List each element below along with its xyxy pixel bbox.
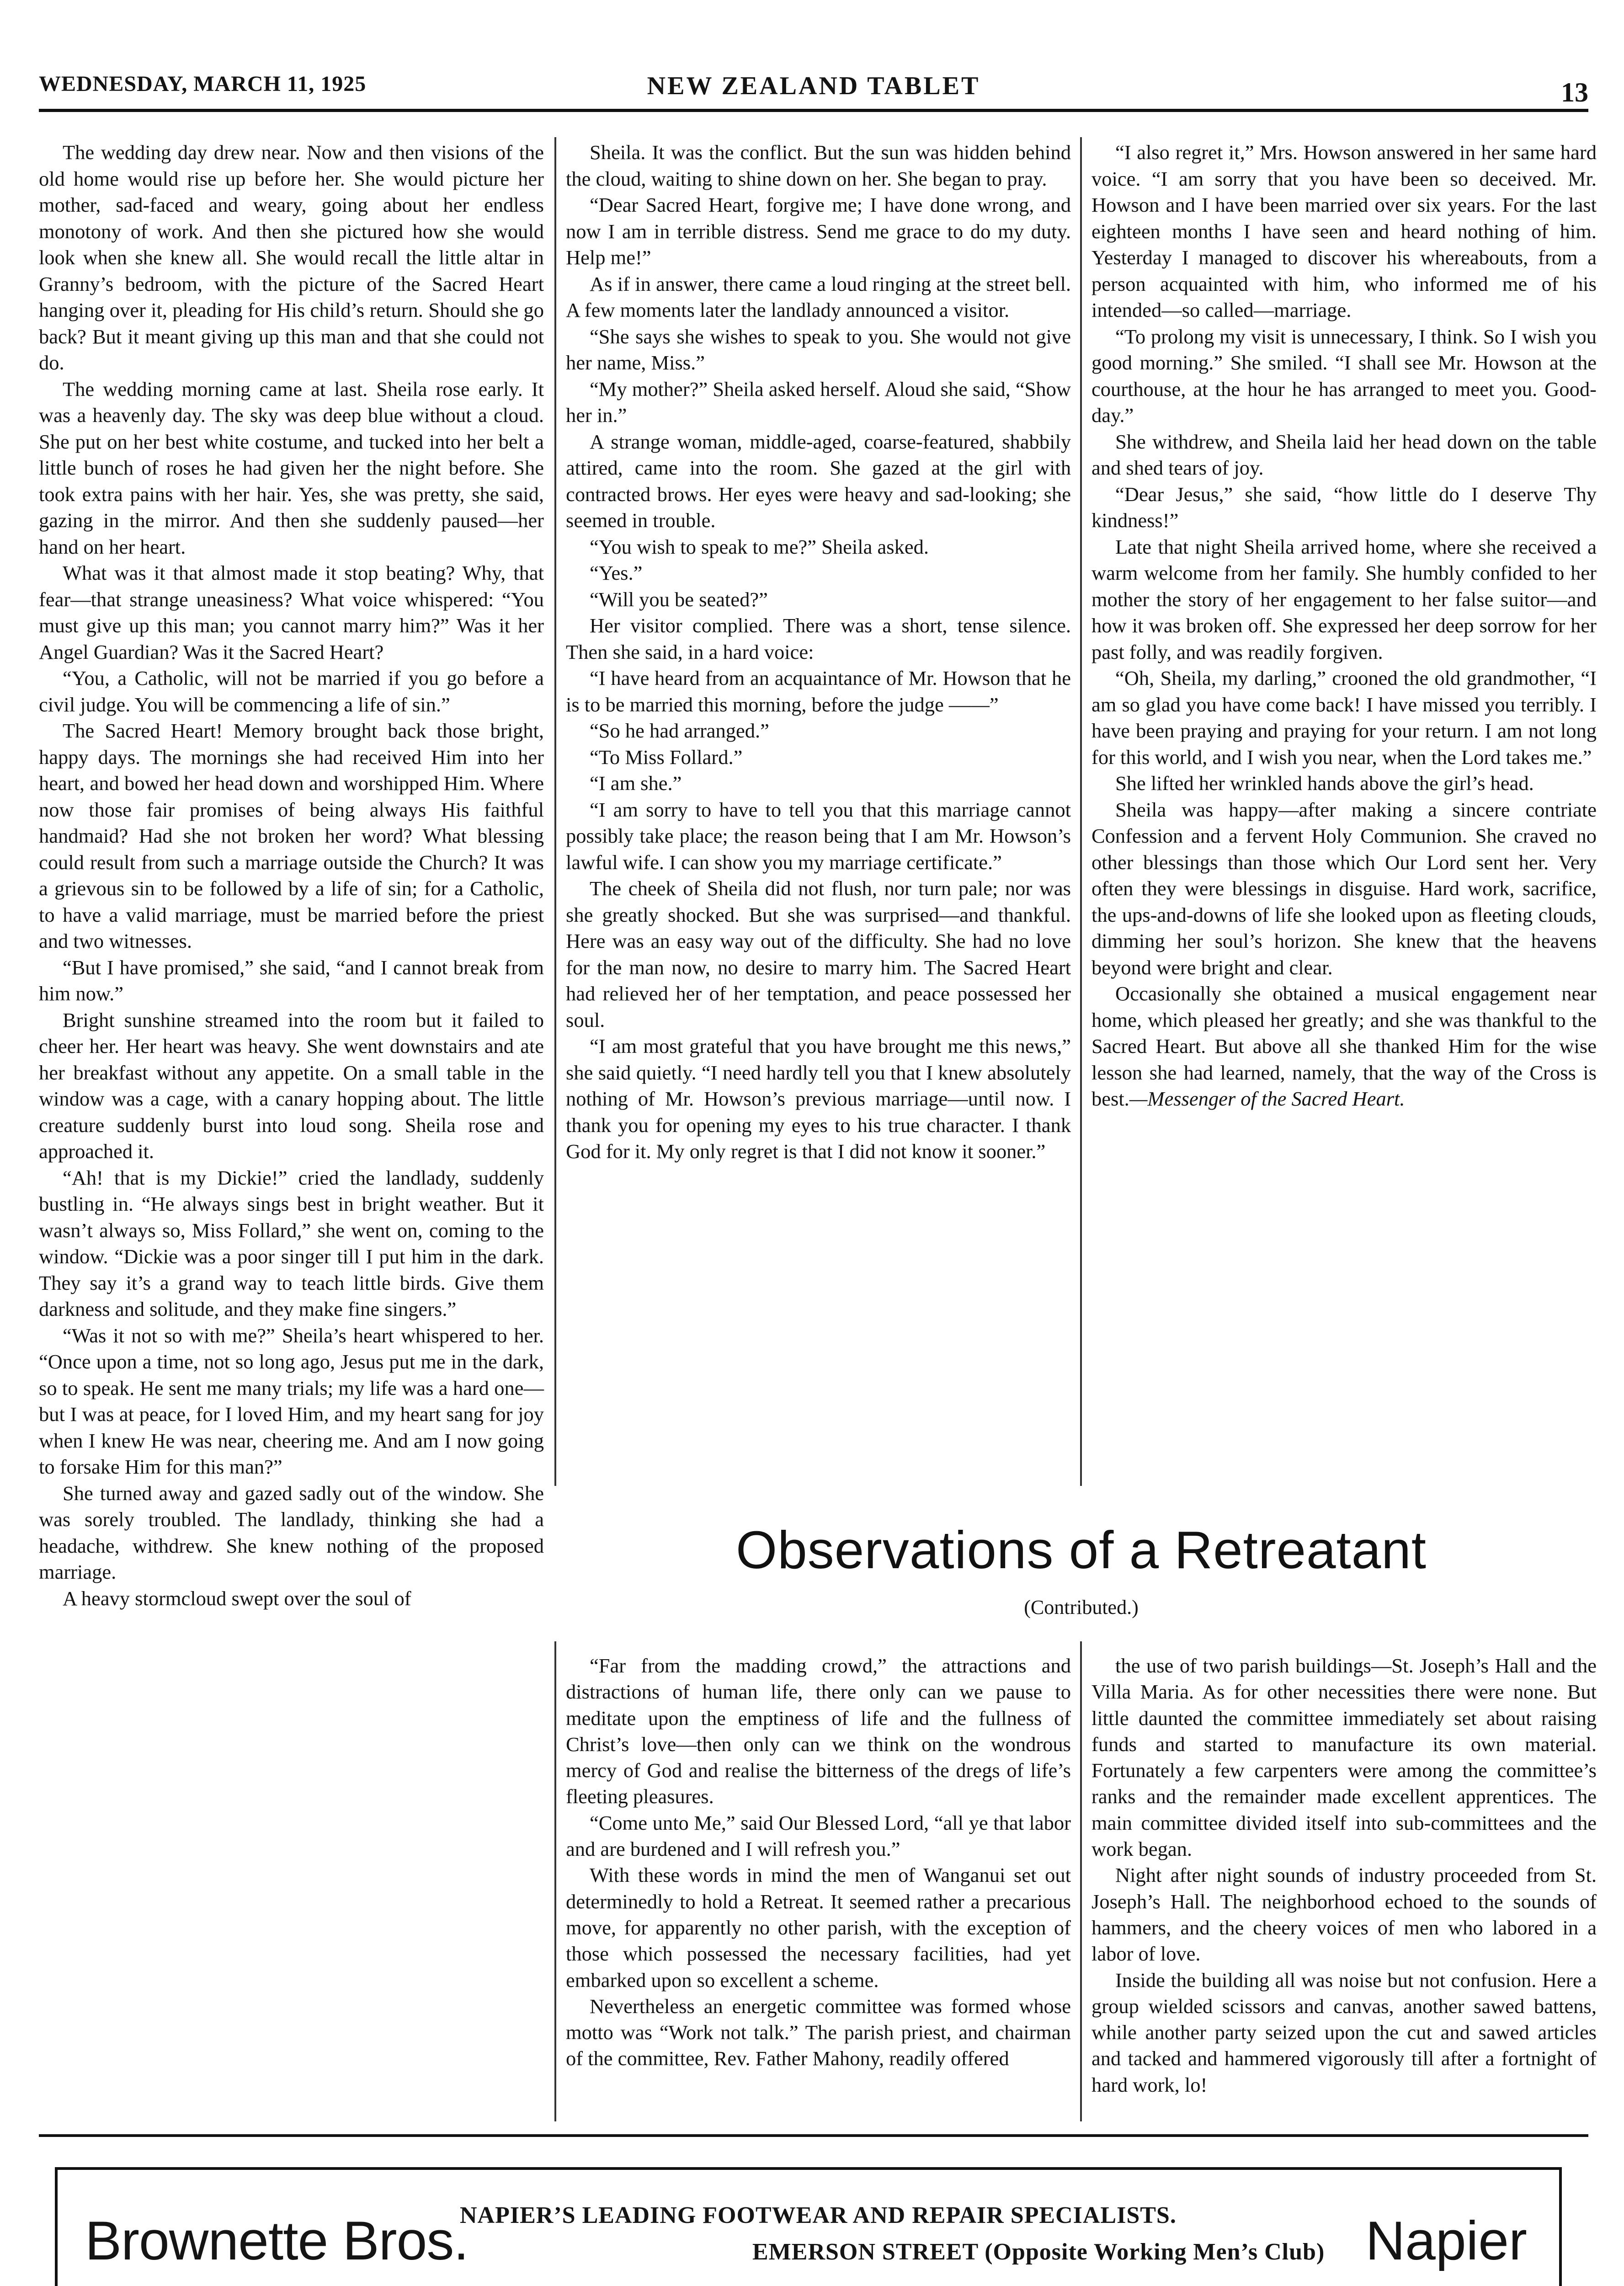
paragraph: She lifted her wrinkled hands above the girl’s head. <box>1115 772 1534 795</box>
newspaper-title: NEW ZEALAND TABLET <box>647 72 980 100</box>
story-column-3 <box>1092 139 1597 1314</box>
article-column-1 <box>566 1653 1071 2124</box>
paragraph: “My mother?” Sheila asked herself. Aloud she said, “Show her in.” <box>566 377 1071 427</box>
paragraph: “I am she.” <box>590 772 682 795</box>
paragraph: The Sacred Heart! Memory brought back those bright, happy days. The mornings she had received Him into her heart, and bowed her head down and worshipped Him. Where now those fair promises of being always His faithful handmaid? Had she not broken her word? What blessing could result from such a marriage outside the Church? It was a grievous sin to be followed by a life of sin; for a Catholic, to have a valid marriage, must be married before the priest and two witnesses. <box>39 719 544 952</box>
paragraph: “She says she wishes to speak to you. She would not give her name, Miss.” <box>566 325 1071 374</box>
column-rule <box>1080 1641 1082 2121</box>
column-rule <box>1080 137 1082 1486</box>
paragraph: The wedding day drew near. Now and then visions of the old home would rise up before her. She would picture her mother, sad-faced and weary, going about her endless monotony of work. And then she pictured how she would look when she knew all. She would recall the little altar in Granny’s bedroom, with the picture of the Sacred Heart hanging over it, pleading for His child’s return. Should she go back? But it meant giving up this man and that she could not do. <box>39 141 544 374</box>
advertisement-box <box>55 2167 1562 2286</box>
paragraph: “I also regret it,” Mrs. Howson answered in her same hard voice. “I am sorry that you have been so deceived. Mr. Howson and I have been married over six years. For the last eighteen months I have seen and heard nothing of him. Yesterday I managed to discover his whereabouts, from a person acquainted with him, who informed me of his intended—so called—marriage. <box>1092 141 1597 321</box>
paragraph: The wedding morning came at last. Sheila rose early. It was a heavenly day. The sky was deep blue without a cloud. She put on her best white costume, and tucked into her belt a little bunch of roses he had given her the night before. She took extra pains with her hair. Yes, she was pretty, she said, gazing in the mirror. And then she suddenly paused—her hand on her heart. <box>39 377 544 558</box>
paragraph: the use of two parish buildings—St. Joseph’s Hall and the Villa Maria. As for other necessities there were none. But little daunted the committee immediately set about raising funds and started to manufacture its own material. Fortunately a few carpenters were among the committee’s ranks and the remainder made excellent apprentices. The main committee divided itself into sub-committees and the work began. <box>1092 1654 1597 1861</box>
paragraph: Sheila. It was the conflict. But the sun was hidden behind the cloud, waiting to shine down on her. She began to pray. <box>566 141 1071 190</box>
article-column-2 <box>1092 1653 1597 2124</box>
paragraph: “To Miss Follard.” <box>590 745 743 769</box>
advertisement-town: Napier <box>1365 2210 1527 2271</box>
paragraph: Bright sunshine streamed into the room but it failed to cheer her. Her heart was heavy. She went downstairs and ate her breakfast without any appetite. On a small table in the window was a cage, with a canary hopping about. The little creature suddenly burst into loud song. Sheila rose and approached it. <box>39 1008 544 1163</box>
paragraph: “Was it not so with me?” Sheila’s heart whispered to her. “Once upon a time, not so long ago, Jesus put me in the dark, so to speak. He sent me many trials; my life was a hard one—but I was at peace, for I loved Him, and my heart sang for joy when I knew He was near, cheering me. And am I now going to forsake Him for this man?” <box>39 1324 544 1478</box>
paragraph: “I have heard from an acquaintance of Mr. Howson that he is to be married this morning, before the judge ——” <box>566 667 1071 716</box>
story-column-1 <box>39 139 544 2117</box>
paragraph: “You, a Catholic, will not be married if you go before a civil judge. You will be commencing a life of sin.” <box>39 667 544 716</box>
paragraph: What was it that almost made it stop beating? Why, that fear—that strange uneasiness? What voice whispered: “You must give up this man; you cannot marry him?” Was it her Angel Guardian? Was it the Sacred Heart? <box>39 561 544 663</box>
paragraph: Her visitor complied. There was a short, tense silence. Then she said, in a hard voice: <box>566 614 1071 663</box>
article-title: Observations of a Retreatant <box>735 1520 1427 1580</box>
paragraph: “Oh, Sheila, my darling,” crooned the old grandmother, “I am so glad you have come back! I have missed you terribly. I have been praying and praying for your return. I am not long for this world, and I wish you near, when the Lord takes me.” <box>1092 667 1597 769</box>
paragraph: Night after night sounds of industry proceeded from St. Joseph’s Hall. The neighborhood echoed to the sounds of hammers, and the cheery voices of men who labored in a labor of love. <box>1092 1864 1597 1966</box>
paragraph: “Dear Sacred Heart, forgive me; I have done wrong, and now I am in terrible distress. Send me grace to do my duty. Help me!” <box>566 193 1071 269</box>
paragraph-text: Occasionally she obtained a musical engagement near home, which pleased her greatly; and she was thankful to the Sacred Heart. But above all she thanked Him for the wise lesson she had learned, namely, that the way of the Cross is best. <box>1092 982 1597 1110</box>
paragraph: “I am most grateful that you have brought me this news,” she said quietly. “I need hardly tell you that I knew absolutely nothing of Mr. Howson’s previous marriage—until now. I thank you for opening my eyes to his true character. I thank God for it. My only regret is that I did not know it sooner.” <box>566 1035 1071 1163</box>
paragraph: Late that night Sheila arrived home, where she received a warm welcome from her family. She humbly confided to her mother the story of her engagement to her false suitor—and how it was broken off. She expressed her deep sorrow for her past folly, and was readily forgiven. <box>1092 535 1597 663</box>
masthead <box>39 68 1588 112</box>
article-byline: (Contributed.) <box>1024 1596 1139 1618</box>
advertisement-tagline: NAPIER’S LEADING FOOTWEAR AND REPAIR SPECIALISTS. <box>460 2202 1177 2228</box>
paragraph: “Yes.” <box>590 561 643 584</box>
paragraph: Nevertheless an energetic committee was formed whose motto was “Work not talk.” The parish priest, and chairman of the committee, Rev. Father Mahony, readily offered <box>566 1994 1071 2070</box>
column-rule <box>554 137 556 1486</box>
column-rule <box>554 1641 556 2121</box>
issue-date: WEDNESDAY, MARCH 11, 1925 <box>39 72 367 96</box>
paragraph: “But I have promised,” she said, “and I cannot break from him now.” <box>39 956 544 1005</box>
paragraph: “Come unto Me,” said Our Blessed Lord, “all ye that labor and are burdened and I will refresh you.” <box>566 1811 1071 1861</box>
paragraph: She withdrew, and Sheila laid her head down on the table and shed tears of joy. <box>1092 430 1597 479</box>
paragraph: “Far from the madding crowd,” the attractions and distractions of human life, there only can we pause to meditate upon the emptiness of life and the fullness of Christ’s love—then only can we think on the wondrous mercy of God and realise the bitterness of the dregs of life’s fleeting pleasures. <box>566 1654 1071 1808</box>
paragraph: “You wish to speak to me?” Sheila asked. <box>590 535 929 558</box>
paragraph: The cheek of Sheila did not flush, nor turn pale; nor was she greatly shocked. But she was surprised—and thankful. Here was an easy way out of the difficulty. She had no love for the man now, no desire to marry him. The Sacred Heart had relieved her of her temptation, and peace possessed her soul. <box>566 877 1071 1031</box>
paragraph: A heavy stormcloud swept over the soul of <box>63 1586 411 1610</box>
paragraph: As if in answer, there came a loud ringing at the street bell. A few moments later the landlady announced a visitor. <box>566 272 1071 321</box>
bottom-rule <box>39 2134 1588 2137</box>
paragraph: “Will you be seated?” <box>590 588 768 611</box>
paragraph: “Ah! that is my Dickie!” cried the landlady, suddenly bustling in. “He always sings best in bright weather. But it wasn’t always so, Miss Follard,” she went on, coming to the window. “Dickie was a poor singer till I put him in the dark. They say it’s a grand way to teach little birds. Give them darkness and solitude, and they make fine singers.” <box>39 1166 544 1320</box>
paragraph: A strange woman, middle-aged, coarse-featured, shabbily attired, came into the room. She gazed at the girl with contracted brows. Her eyes were heavy and sad-looking; she seemed in trouble. <box>566 430 1071 532</box>
source-attribution: —Messenger of the Sacred Heart. <box>1129 1087 1405 1110</box>
paragraph <box>1092 981 1597 1112</box>
paragraph: “To prolong my visit is unnecessary, I think. So I wish you good morning.” She smiled. “I shall see Mr. Howson at the courthouse, at the hour he has arranged to meet you. Good-day.” <box>1092 325 1597 427</box>
paragraph: “So he had arranged.” <box>590 719 769 742</box>
paragraph: With these words in mind the men of Wanganui set out determinedly to hold a Retreat. It seemed rather a precarious move, for apparently no other parish, with the exception of those which possessed the necessary facilities, had yet embarked upon so excellent a scheme. <box>566 1864 1071 1992</box>
paragraph: “I am sorry to have to tell you that this marriage cannot possibly take place; the reason being that I am Mr. Howson’s lawful wife. I can show you my marriage certificate.” <box>566 798 1071 874</box>
advertiser-name: Brownette Bros. <box>85 2210 469 2271</box>
paragraph: She turned away and gazed sadly out of the window. She was sorely troubled. The landlady, thinking she had a headache, withdrew. She knew nothing of the proposed marriage. <box>39 1481 544 1583</box>
story-column-2 <box>566 139 1071 1314</box>
paragraph: Sheila was happy—after making a sincere contriate Confession and a fervent Holy Communion. She craved no other blessings than those which Our Lord sent her. Very often they were blessings in disguise. Hard work, sacrifice, the ups-and-downs of life she looked upon as fleeting clouds, dimming her soul’s horizon. She knew that the heavens beyond were bright and clear. <box>1092 798 1597 979</box>
paragraph: Inside the building all was noise but not confusion. Here a group wielded scissors and canvas, another sawed battens, while another party seized upon the cut and sawed articles and tacked and hammered vigorously till after a fortnight of hard work, lo! <box>1092 1968 1597 2096</box>
page-number: 13 <box>1561 77 1588 107</box>
paragraph: “Dear Jesus,” she said, “how little do I deserve Thy kindness!” <box>1092 482 1597 532</box>
advertisement-address: EMERSON STREET (Opposite Working Men’s Club) <box>752 2239 1325 2265</box>
